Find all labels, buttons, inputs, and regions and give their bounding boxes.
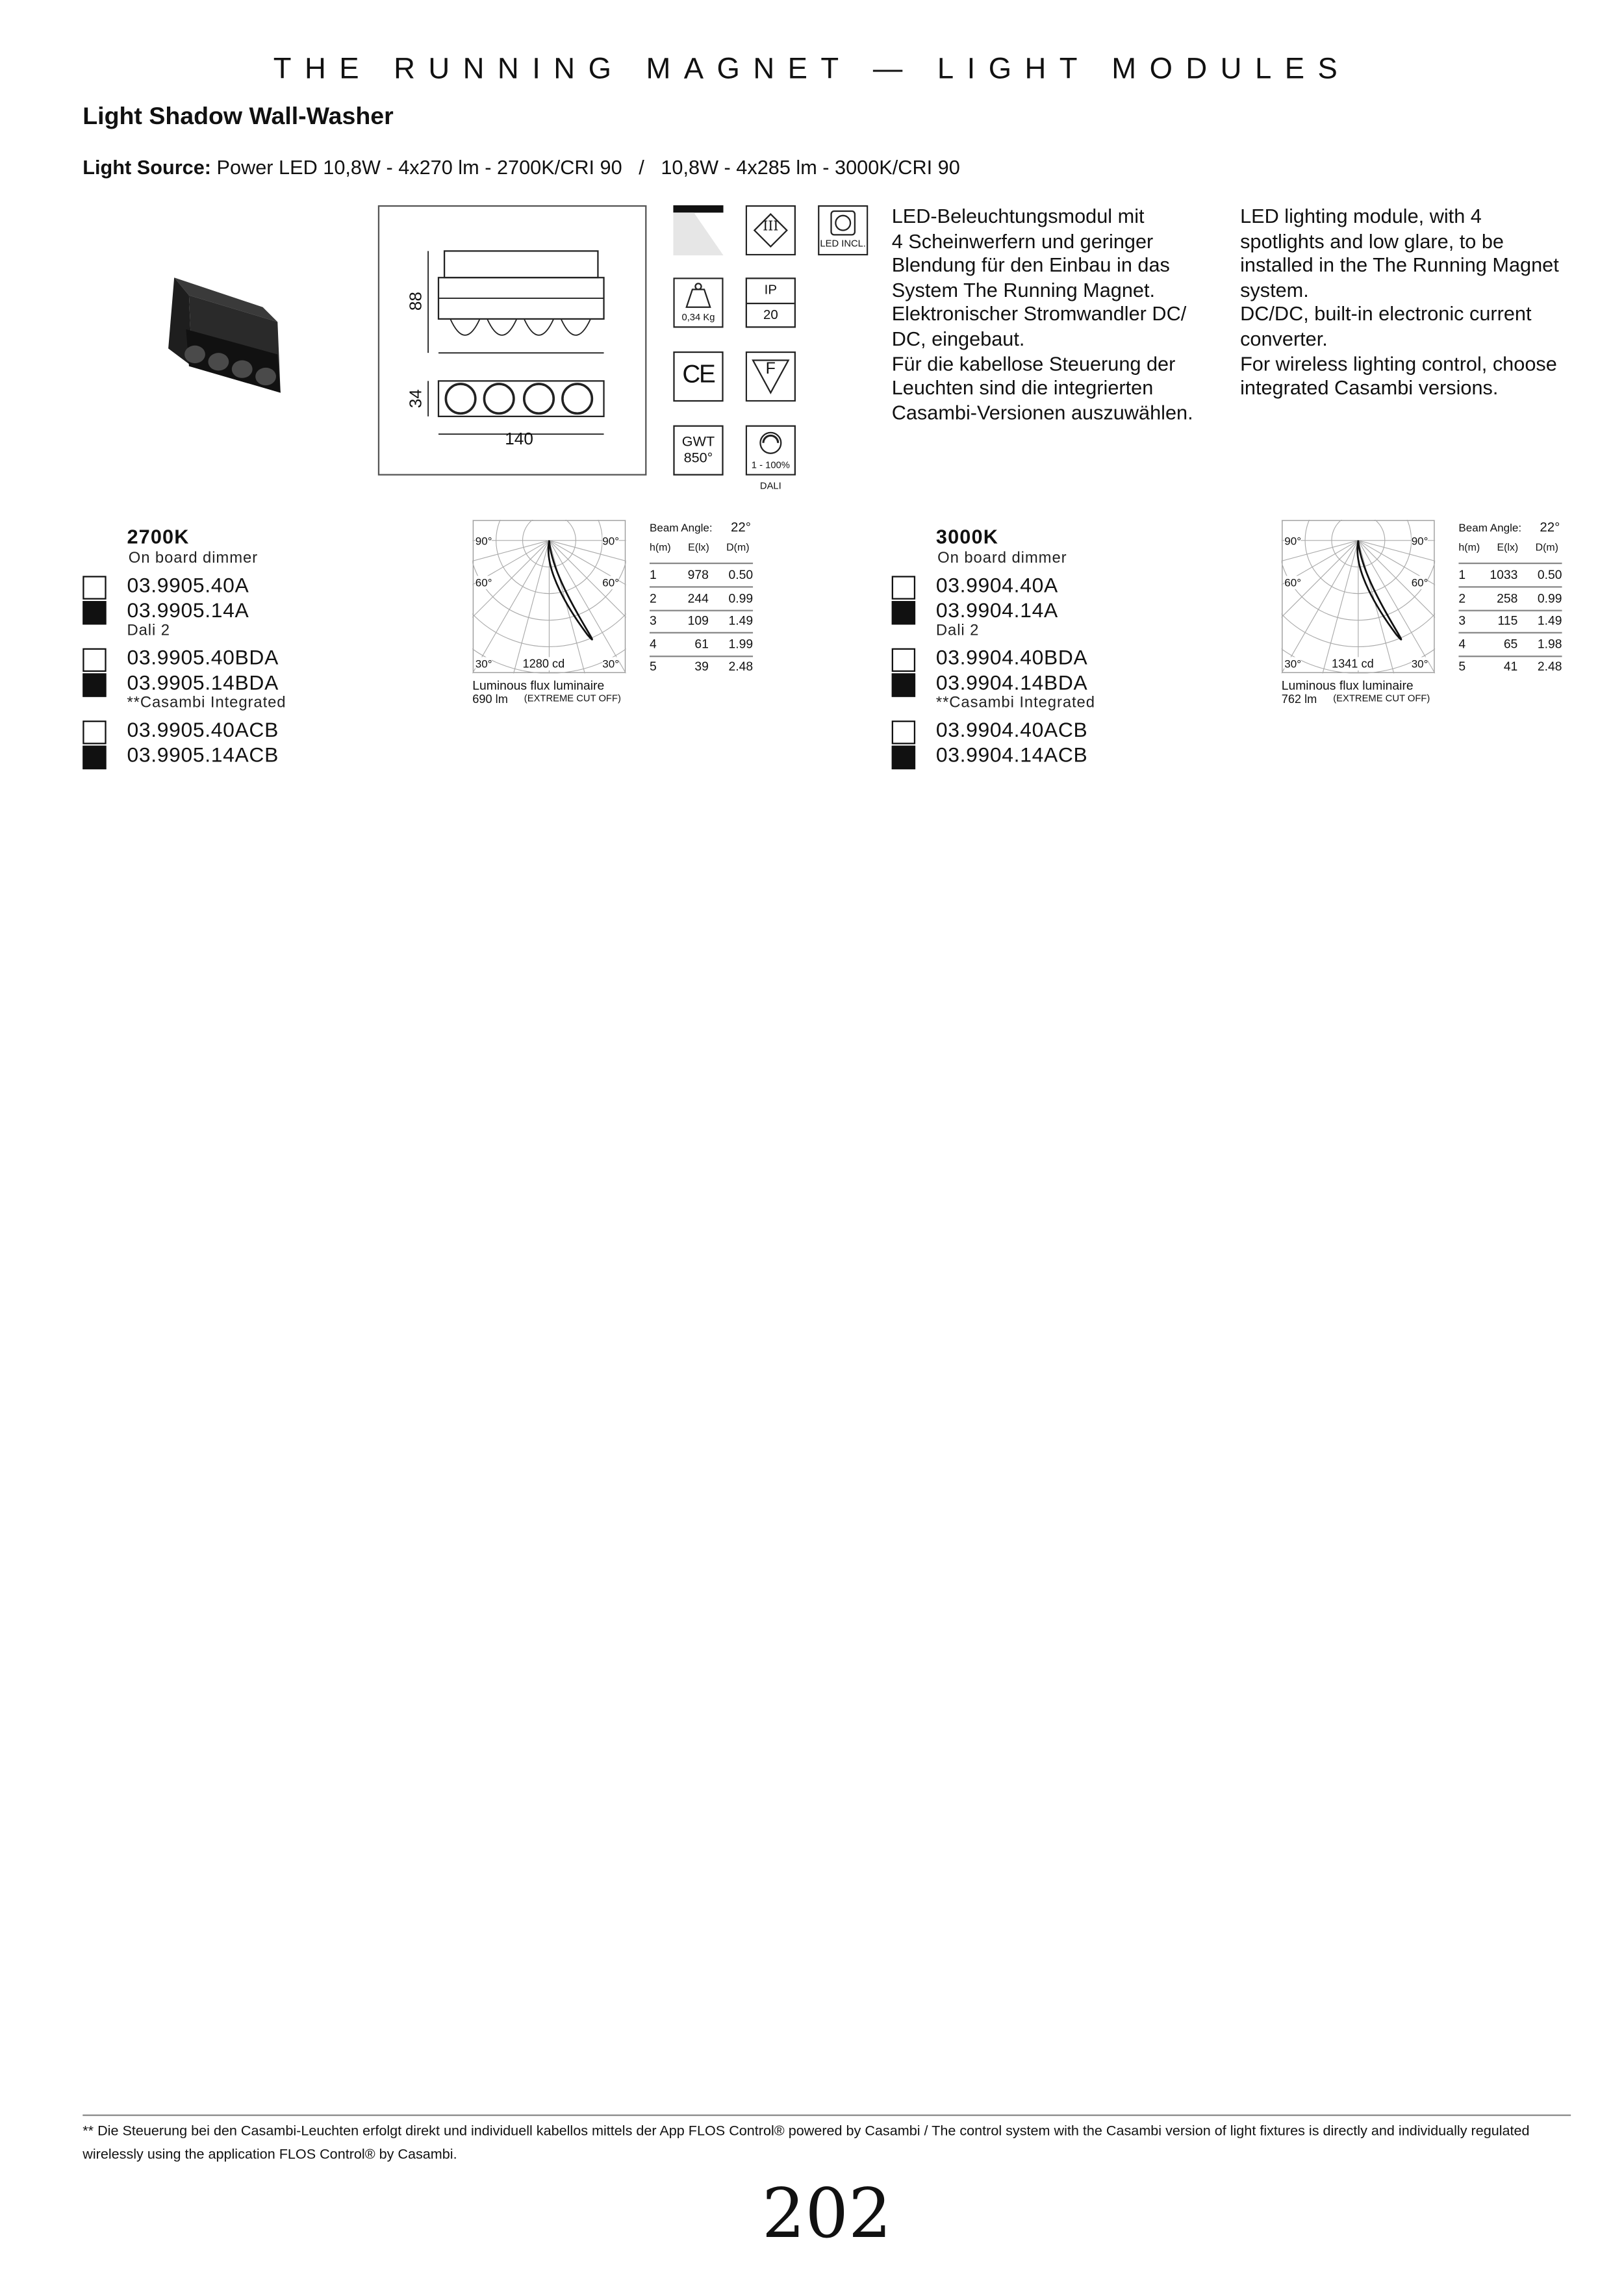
angle-60-left: 60° [1284,576,1302,589]
table-cell: 1033 [1490,567,1518,582]
table-cell: 3 [649,613,657,628]
description-line: Blendung für den Einbau in das [891,254,1170,277]
angle-30-left: 30° [475,657,492,671]
section-label: Dali 2 [127,621,170,640]
table-row [650,659,753,678]
description-line: System The Running Magnet. [891,279,1156,301]
gwt-value: 850° [683,450,713,467]
table-cell: 1.99 [728,635,754,651]
table-header-cell: E(lx) [1497,543,1519,554]
table-cell: 2 [649,589,657,605]
luminous-flux-value: 690 lm [472,692,508,706]
product-name: Light Shadow Wall-Washer [82,103,394,130]
table-header-cell: E(lx) [688,543,709,554]
description-line: DC, eingebaut. [891,327,1025,350]
table-cell: 1.98 [1537,635,1562,651]
ip-value: 20 [763,307,778,322]
product-code: 03.9904.14ACB [935,742,1088,766]
angle-30-right: 30° [602,657,620,671]
height-dimension: 88 [408,292,426,311]
table-cell: 1 [1458,567,1466,582]
section-label: **Casambi Integrated [127,694,286,712]
cutoff-label: (EXTREME CUT OFF) [1333,694,1430,705]
description-line: Für die kabellose Steuerung der [891,352,1176,375]
table-cell: 115 [1497,613,1518,628]
variant-3000k [892,520,1601,778]
product-code: 03.9905.40ACB [127,717,279,741]
description-line: For wireless lighting control, choose [1240,352,1557,375]
description-line: converter. [1240,327,1328,350]
table-header [1458,543,1562,564]
table-row [1458,567,1562,588]
black-finish-swatch [892,672,915,696]
table-cell: 109 [687,613,709,628]
black-finish-swatch [82,600,106,624]
product-code: 03.9904.40A [935,572,1058,597]
wall-washer-icon [673,205,723,255]
ce-mark-icon [673,351,723,402]
product-code: 03.9905.14BDA [127,669,279,694]
table-row [1458,659,1562,678]
angle-90-left: 90° [1284,534,1302,548]
depth-dimension: 34 [408,389,426,409]
table-cell: 4 [649,635,657,651]
ce-label: CE [682,360,715,389]
led-included-icon [818,205,868,255]
light-source-label: Light Source: [82,156,211,179]
color-temperature: 2700K [127,526,190,548]
table-cell: 0.50 [1537,567,1562,582]
f-mark-label: F [765,360,776,378]
section-label: On board dimmer [128,549,259,567]
description-line: DC/DC, built-in electronic current [1240,303,1532,326]
angle-60-left: 60° [475,576,492,589]
table-cell: 258 [1497,589,1518,605]
description-german [892,205,1217,426]
table-row [650,567,753,588]
table-cell: 5 [649,658,657,674]
class-iii-icon [746,205,796,255]
gwt-label: GWT [681,434,715,451]
product-code: 03.9904.14A [935,597,1058,621]
description-line: Leuchten sind die integrierten [891,376,1154,399]
table-row [1458,635,1562,656]
description-english [1240,205,1580,402]
illuminance-table [650,543,753,676]
beam-angle-label: Beam Angle: [649,521,713,535]
table-header [650,543,753,564]
glow-wire-icon [673,426,723,476]
table-cell: 65 [1503,635,1518,651]
white-finish-swatch [892,576,915,599]
angle-90-right: 90° [1411,534,1428,548]
table-cell: 0.99 [728,589,754,605]
description-line: system. [1240,279,1309,301]
white-finish-swatch [82,648,106,672]
white-finish-swatch [82,721,106,744]
product-code: 03.9904.14BDA [935,669,1088,694]
light-source-value: Power LED 10,8W - 4x270 lm - 2700K/CRI 90 / 10,8W - 4x285 lm - 3000K/CRI 90 [216,156,960,179]
table-row [1458,613,1562,633]
description-line: Casambi-Versionen auszuwählen. [891,401,1193,424]
black-finish-swatch [892,745,915,769]
black-finish-swatch [82,672,106,696]
product-photo [159,263,292,396]
table-row [650,613,753,633]
ip-label: IP [764,282,778,297]
table-cell: 0.99 [1537,589,1562,605]
angle-60-right: 60° [1411,576,1428,589]
f-mark-icon [746,351,796,402]
description-line: Elektronischer Stromwandler DC/ [891,303,1187,326]
description-line: LED lighting module, with 4 [1240,205,1482,227]
variant-2700k [82,520,791,778]
angle-30-right: 30° [1411,657,1428,671]
table-cell: 2 [1458,589,1466,605]
table-row [650,590,753,611]
table-cell: 244 [687,589,709,605]
product-code: 03.9905.40A [127,572,249,597]
black-finish-swatch [82,745,106,769]
angle-30-left: 30° [1284,657,1302,671]
cutoff-label: (EXTREME CUT OFF) [524,694,621,705]
light-source-line [82,157,960,179]
description-line: 4 Scheinwerfern und geringer [891,229,1154,252]
technical-drawing [378,205,647,476]
dimming-icon [746,426,796,476]
white-finish-swatch [892,648,915,672]
beam-angle-label: Beam Angle: [1458,521,1522,535]
angle-60-right: 60° [602,576,620,589]
section-label: **Casambi Integrated [935,694,1095,712]
luminous-flux-value: 762 lm [1281,692,1317,706]
angle-90-left: 90° [475,534,492,548]
beam-angle-value: 22° [1540,519,1560,535]
table-cell: 978 [687,567,709,582]
page-number: 202 [761,2173,892,2254]
product-code: 03.9905.14ACB [127,742,279,766]
product-code: 03.9904.40ACB [935,717,1088,741]
description-line: integrated Casambi versions. [1240,376,1499,399]
table-header-cell: h(m) [1458,543,1480,554]
dali-label: DALI [759,481,781,492]
color-temperature: 3000K [935,526,999,548]
description-line: LED-Beleuchtungsmodul mit [891,205,1145,227]
table-header-cell: D(m) [1535,543,1558,554]
table-cell: 4 [1458,635,1466,651]
black-finish-swatch [892,600,915,624]
page-title: THE RUNNING MAGNET — LIGHT MODULES [273,53,1351,86]
white-finish-swatch [892,721,915,744]
angle-90-right: 90° [602,534,620,548]
width-dimension: 140 [505,431,533,449]
peak-intensity: 1341 cd [1331,657,1374,671]
dim-range-label: 1 - 100% [751,461,790,471]
product-code: 03.9905.14A [127,597,249,621]
table-cell: 1.49 [1537,613,1562,628]
led-included-label: LED INCL. [820,239,867,250]
table-cell: 1.49 [728,613,754,628]
class-iii-label: III [763,220,779,235]
table-cell: 61 [694,635,709,651]
table-cell: 2.48 [1537,658,1562,674]
section-label: On board dimmer [937,549,1067,567]
table-cell: 2.48 [728,658,754,674]
table-cell: 3 [1458,613,1466,628]
product-code: 03.9905.40BDA [127,645,279,669]
peak-intensity: 1280 cd [522,657,565,671]
weight-value: 0,34 Kg [681,313,715,324]
table-header-cell: h(m) [649,543,671,554]
white-finish-swatch [82,576,106,599]
footnote: ** Die Steuerung bei den Casambi-Leuchten erfolgt direkt und individuell kabellos mittels der App FLOS Control® powered by Casambi / The control system with the Casambi version of light fixtures is directly and individually regulated wirelessly using the application FLOS Control® by Casambi. [82,2123,1530,2164]
illuminance-table [1458,543,1562,676]
luminous-flux-label: Luminous flux luminaire [472,678,605,693]
ip-rating-icon [746,277,796,327]
section-label: Dali 2 [935,621,980,640]
table-cell: 41 [1503,658,1518,674]
table-cell: 39 [694,658,709,674]
beam-angle-value: 22° [730,519,751,535]
weight-icon [673,277,723,327]
description-line: spotlights and low glare, to be [1240,229,1504,252]
table-cell: 1 [649,567,657,582]
footnote-divider [82,2115,1571,2116]
table-row [1458,590,1562,611]
table-row [650,635,753,656]
product-code: 03.9904.40BDA [935,645,1088,669]
table-header-cell: D(m) [726,543,750,554]
table-cell: 5 [1458,658,1466,674]
description-line: installed in the The Running Magnet [1240,254,1559,277]
table-cell: 0.50 [728,567,754,582]
luminous-flux-label: Luminous flux luminaire [1281,678,1414,693]
